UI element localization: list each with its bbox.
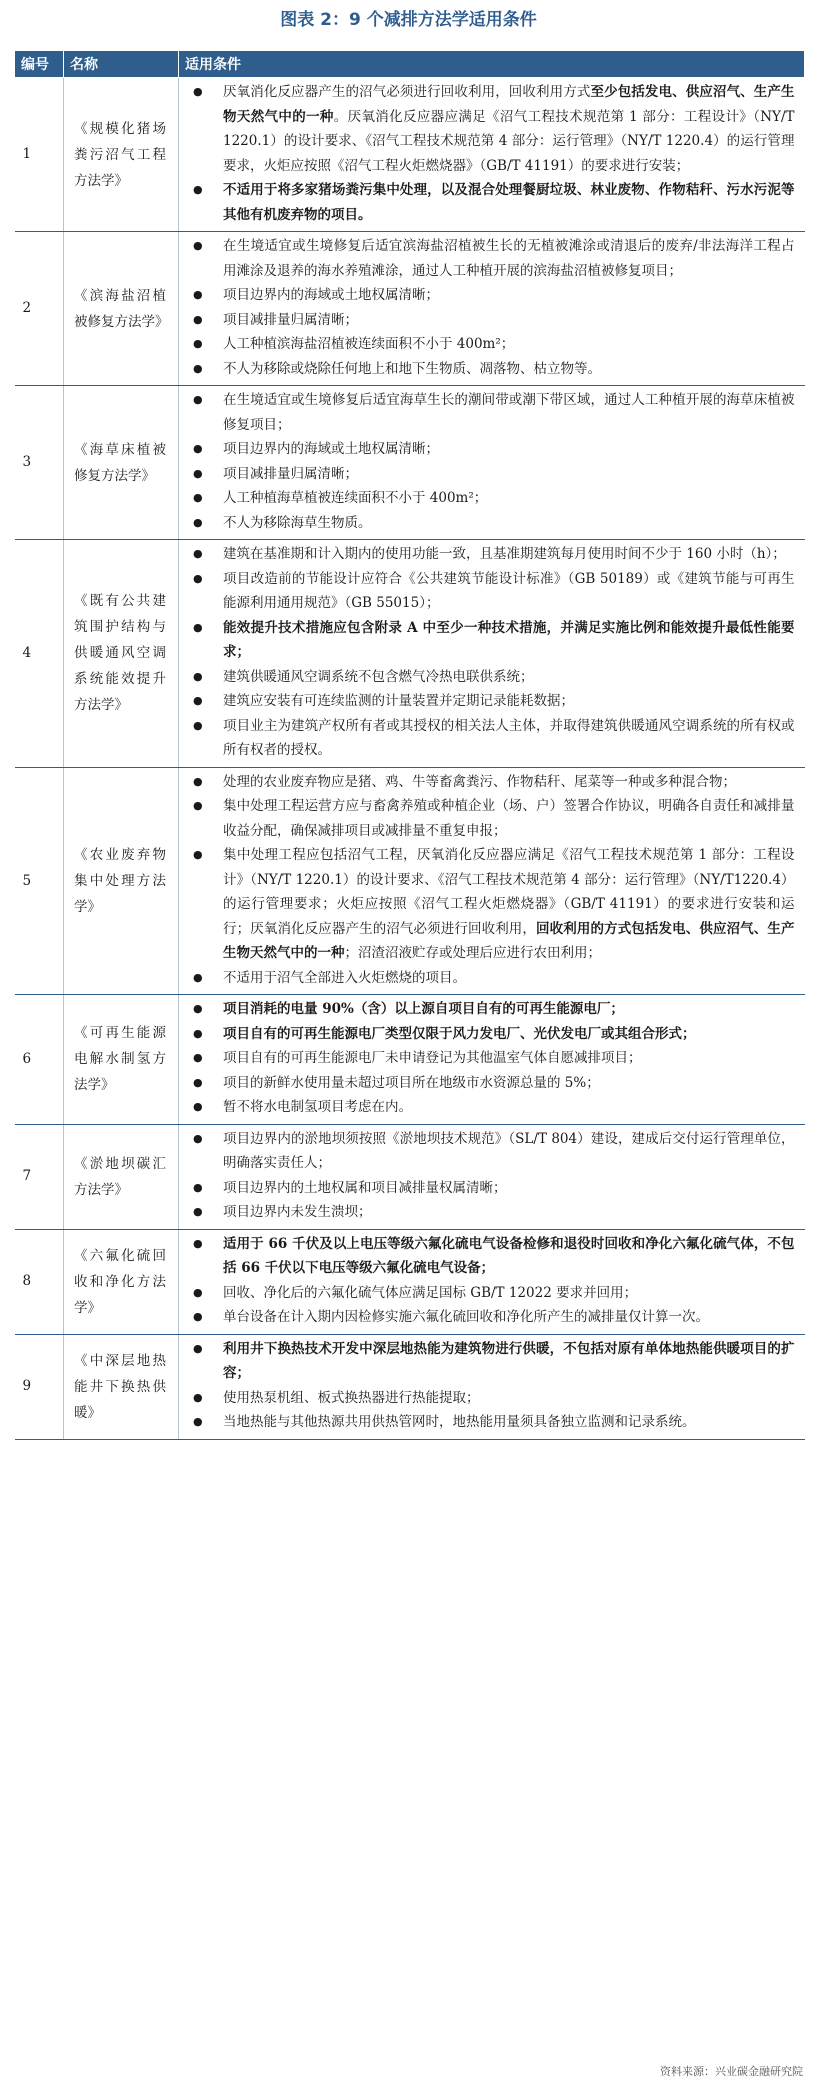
- condition-text: 在生境适宜或生境修复后适宜滨海盐沼植被生长的无植被滩涂或清退后的废弃/非法海洋工程占用滩涂及退养的海水养殖滩涂，通过人工种植开展的滨海盐沼植被修复项目；: [223, 238, 795, 279]
- condition-text: 回收、净化后的六氟化硫气体应满足国标 GB/T 12022 要求并回用；: [223, 1284, 638, 1301]
- condition-item: [187, 1046, 795, 1071]
- table-row: [15, 1124, 805, 1229]
- bullet-icon: ●: [193, 547, 203, 560]
- table-row: [15, 540, 805, 768]
- condition-text: 人工种植海草植被连续面积不小于 400m²；: [223, 490, 488, 506]
- bullet-icon: ●: [193, 1415, 203, 1428]
- condition-text: 项目减排量归属清晰；: [223, 465, 358, 482]
- table-row: [15, 386, 805, 540]
- condition-text: 集中处理工程应包括沼气工程，厌氧消化反应器应满足《沼气工程技术规范第 1 部分：工程设计》（NY/T 1220.1）的设计要求、《沼气工程技术规范第 4 部分：运行管理》（NY/T1220.4）的运行管理要求；火炬应按照《沼气工程火炬燃烧器》（GB/T 41191）的要求进行安装和运行；厌氧消化反应器产生的沼气必须进行回收利用，: [223, 847, 795, 937]
- condition-text: 建筑应安装有可连续监测的计量装置并定期记录能耗数据；: [223, 693, 574, 709]
- bullet-icon: ●: [193, 1310, 203, 1323]
- condition-text: 集中处理工程运营方应与畜禽养殖或种植企业（场、户）签署合作协议，明确各自责任和减排量收益分配，确保减排项目或减排量不重复申报；: [223, 798, 795, 839]
- row-number: 4: [15, 540, 64, 768]
- bullet-icon: ●: [193, 515, 203, 529]
- condition-item: [187, 794, 795, 843]
- condition-item: [187, 486, 795, 511]
- condition-item: [187, 1022, 795, 1047]
- conditions-cell: [179, 540, 805, 768]
- bullet-icon: ●: [193, 1002, 203, 1015]
- bullet-icon: ●: [193, 239, 203, 252]
- methodology-name: 《农业废弃物集中处理方法学》: [64, 767, 179, 995]
- conditions-cell: [179, 1124, 805, 1229]
- condition-text: 建筑供暖通风空调系统不包含燃气冷热电联供系统；: [223, 668, 534, 685]
- bullet-icon: ●: [193, 288, 203, 301]
- condition-item: [187, 1176, 795, 1201]
- condition-text: 处理的农业废弃物应是猪、鸡、牛等畜禽粪污、作物秸秆、尾菜等一种或多种混合物；: [223, 773, 736, 790]
- table-header-row: [15, 51, 805, 78]
- bullet-icon: ●: [193, 1205, 203, 1218]
- conditions-cell: [179, 1334, 805, 1439]
- condition-text: 。厌氧消化反应器应满足《沼气工程技术规范第 1 部分：工程设计》（NY/T 1220.1）的设计要求、《沼气工程技术规范第 4 部分：运行管理》（NY/T 1220.4）的运行管理要求，火炬应按照《沼气工程火炬燃烧器》（GB/T 41191）的要求进行安装；: [223, 108, 795, 174]
- bullet-icon: ●: [193, 1180, 203, 1194]
- condition-item: [187, 1305, 795, 1330]
- bullet-icon: ●: [193, 1026, 203, 1040]
- bullet-icon: ●: [193, 361, 203, 375]
- condition-text: 单台设备在计入期内因检修实施六氟化硫回收和净化所产生的减排量仅计算一次。: [223, 1309, 709, 1325]
- condition-text: 项目的新鲜水使用量未超过项目所在地级市水资源总量的 5%；: [223, 1074, 600, 1091]
- bullet-icon: ●: [193, 970, 203, 984]
- condition-item: [187, 714, 795, 763]
- condition-item: [187, 1232, 795, 1281]
- condition-item: [187, 283, 795, 308]
- condition-text: 利用井下换热技术开发中深层地热能为建筑物进行供暖，不包括对原有单体地热能供暖项目的扩容；: [223, 1340, 795, 1381]
- condition-text: ；沼渣沼液贮存或处理后应进行农田利用；: [344, 945, 601, 961]
- header-name: 名称: [64, 51, 179, 78]
- condition-item: [187, 1071, 795, 1096]
- condition-item: [187, 542, 795, 567]
- bullet-icon: ●: [193, 1285, 203, 1299]
- bullet-icon: ●: [193, 85, 203, 98]
- conditions-cell: [179, 386, 805, 540]
- bullet-icon: ●: [193, 312, 203, 326]
- condition-item: [187, 1200, 795, 1225]
- table-row: [15, 78, 805, 232]
- figure-title: 图表 2：9 个减排方法学适用条件: [280, 10, 537, 30]
- table-body: [15, 78, 805, 1440]
- bullet-icon: ●: [193, 183, 203, 196]
- bullet-icon: ●: [193, 1390, 203, 1404]
- conditions-cell: [179, 232, 805, 386]
- condition-item: [187, 178, 795, 227]
- condition-item: [187, 357, 795, 382]
- methodology-name: 《滨海盐沼植被修复方法学》: [64, 232, 179, 386]
- bullet-icon: ●: [193, 718, 203, 732]
- condition-text: 不人为移除或烧除任何地上和地下生物质、凋落物、枯立物等。: [223, 360, 601, 377]
- bullet-icon: ●: [193, 848, 203, 861]
- table-row: [15, 232, 805, 386]
- condition-item: [187, 689, 795, 714]
- condition-text: 项目改造前的节能设计应符合《公共建筑节能设计标准》（GB 50189）或《建筑节能与可再生能源利用通用规范》（GB 55015）；: [223, 570, 795, 611]
- methodology-name: 《既有公共建筑围护结构与供暖通风空调系统能效提升方法学》: [64, 540, 179, 768]
- condition-text: 在生境适宜或生境修复后适宜海草生长的潮间带或潮下带区域，通过人工种植开展的海草床植被修复项目；: [223, 392, 795, 433]
- condition-item: [187, 332, 795, 357]
- row-number: 6: [15, 995, 64, 1125]
- condition-text: 不适用于将多家猪场粪污集中处理，以及混合处理餐厨垃圾、林业废物、作物秸秆、污水污泥等其他有机废弃物的项目。: [223, 182, 795, 223]
- condition-item: [187, 843, 795, 966]
- condition-text: 至少包括发电、供应沼气、生产生物天然气中的一种: [223, 84, 795, 125]
- methodology-name: 《可再生能源电解水制氢方法学》: [64, 995, 179, 1125]
- condition-item: [187, 1127, 795, 1176]
- table-row: [15, 995, 805, 1125]
- condition-item: [187, 770, 795, 795]
- bullet-icon: ●: [193, 694, 203, 707]
- bullet-icon: ●: [193, 799, 203, 812]
- methodology-name: 《六氟化硫回收和净化方法学》: [64, 1229, 179, 1334]
- bullet-icon: ●: [193, 442, 203, 455]
- condition-text: 项目边界内未发生溃坝；: [223, 1204, 372, 1220]
- methodology-name: 《淤地坝碳汇方法学》: [64, 1124, 179, 1229]
- source-note: 资料来源：兴业碳金融研究院: [660, 2065, 803, 2078]
- methodology-name: 《中深层地热能井下换热供暖》: [64, 1334, 179, 1439]
- condition-item: [187, 1095, 795, 1120]
- bullet-icon: ●: [193, 1131, 203, 1145]
- condition-item: [187, 437, 795, 462]
- condition-item: [187, 567, 795, 616]
- condition-text: 当地热能与其他热源共用供热管网时，地热能用量须具备独立监测和记录系统。: [223, 1414, 696, 1430]
- condition-item: [187, 1410, 795, 1435]
- condition-text: 使用热泵机组、板式换热器进行热能提取；: [223, 1389, 480, 1406]
- condition-text: 项目消耗的电量 90%（含）以上源自项目自有的可再生能源电厂；: [223, 1001, 624, 1017]
- condition-item: [187, 997, 795, 1022]
- condition-item: [187, 462, 795, 487]
- condition-item: [187, 388, 795, 437]
- bullet-icon: ●: [193, 1051, 203, 1064]
- header-conditions: 适用条件: [179, 51, 805, 78]
- condition-text: 不人为移除海草生物质。: [223, 514, 372, 531]
- bullet-icon: ●: [193, 393, 203, 406]
- methodology-name: 《海草床植被修复方法学》: [64, 386, 179, 540]
- condition-text: 能效提升技术措施应包含附录 A 中至少一种技术措施，并满足实施比例和能效提升最低性能要求；: [223, 619, 795, 660]
- table-row: [15, 1334, 805, 1439]
- row-number: 3: [15, 386, 64, 540]
- conditions-cell: [179, 767, 805, 995]
- condition-text: 人工种植滨海盐沼植被连续面积不小于 400m²；: [223, 336, 515, 352]
- condition-item: [187, 1337, 795, 1386]
- condition-text: 项目边界内的淤地坝须按照《淤地坝技术规范》（SL/T 804）建设，建成后交付运行管理单位，明确落实责任人；: [223, 1130, 795, 1171]
- row-number: 1: [15, 78, 64, 232]
- row-number: 8: [15, 1229, 64, 1334]
- condition-text: 项目业主为建筑产权所有者或其授权的相关法人主体，并取得建筑供暖通风空调系统的所有权或所有权者的授权。: [223, 717, 795, 758]
- bullet-icon: ●: [193, 774, 203, 788]
- bullet-icon: ●: [193, 669, 203, 683]
- condition-item: [187, 1281, 795, 1306]
- condition-text: 项目减排量归属清晰；: [223, 311, 358, 328]
- bullet-icon: ●: [193, 571, 203, 585]
- condition-text: 项目边界内的土地权属和项目减排量权属清晰；: [223, 1179, 507, 1196]
- condition-item: [187, 80, 795, 178]
- condition-item: [187, 1386, 795, 1411]
- condition-item: [187, 511, 795, 536]
- condition-text: 暂不将水电制氢项目考虑在内。: [223, 1099, 412, 1115]
- bullet-icon: ●: [193, 337, 203, 350]
- condition-item: [187, 308, 795, 333]
- row-number: 5: [15, 767, 64, 995]
- bullet-icon: ●: [193, 1341, 203, 1355]
- condition-text: 项目边界内的海域或土地权属清晰；: [223, 441, 439, 457]
- condition-text: 项目自有的可再生能源电厂类型仅限于风力发电厂、光伏发电厂或其组合形式；: [223, 1025, 696, 1042]
- bullet-icon: ●: [193, 1100, 203, 1113]
- condition-item: [187, 665, 795, 690]
- methodology-name: 《规模化猪场粪污沼气工程方法学》: [64, 78, 179, 232]
- condition-text: 建筑在基准期和计入期内的使用功能一致，且基准期建筑每月使用时间不少于 160 小时（h）；: [223, 546, 786, 562]
- table-row: [15, 1229, 805, 1334]
- header-number: 编号: [15, 51, 64, 78]
- bullet-icon: ●: [193, 1236, 203, 1250]
- conditions-cell: [179, 995, 805, 1125]
- conditions-cell: [179, 1229, 805, 1334]
- condition-text: 适用于 66 千伏及以上电压等级六氟化硫电气设备检修和退役时回收和净化六氟化硫气体，不包括 66 千伏以下电压等级六氟化硫电气设备；: [223, 1235, 795, 1276]
- conditions-cell: [179, 78, 805, 232]
- condition-text: 项目自有的可再生能源电厂未申请登记为其他温室气体自愿减排项目；: [223, 1050, 642, 1066]
- bullet-icon: ●: [193, 491, 203, 504]
- methodology-table: [14, 50, 805, 1440]
- bullet-icon: ●: [193, 466, 203, 480]
- table-row: [15, 767, 805, 995]
- bullet-icon: ●: [193, 620, 203, 634]
- condition-text: 项目边界内的海域或土地权属清晰；: [223, 287, 439, 303]
- condition-text: 厌氧消化反应器产生的沼气必须进行回收利用，回收利用方式: [223, 84, 591, 100]
- condition-item: [187, 966, 795, 991]
- row-number: 2: [15, 232, 64, 386]
- condition-text: 不适用于沼气全部进入火炬燃烧的项目。: [223, 969, 466, 986]
- condition-item: [187, 616, 795, 665]
- condition-text: 回收利用的方式包括发电、供应沼气、生产生物天然气中的一种: [223, 920, 795, 961]
- bullet-icon: ●: [193, 1075, 203, 1089]
- row-number: 7: [15, 1124, 64, 1229]
- condition-item: [187, 234, 795, 283]
- row-number: 9: [15, 1334, 64, 1439]
